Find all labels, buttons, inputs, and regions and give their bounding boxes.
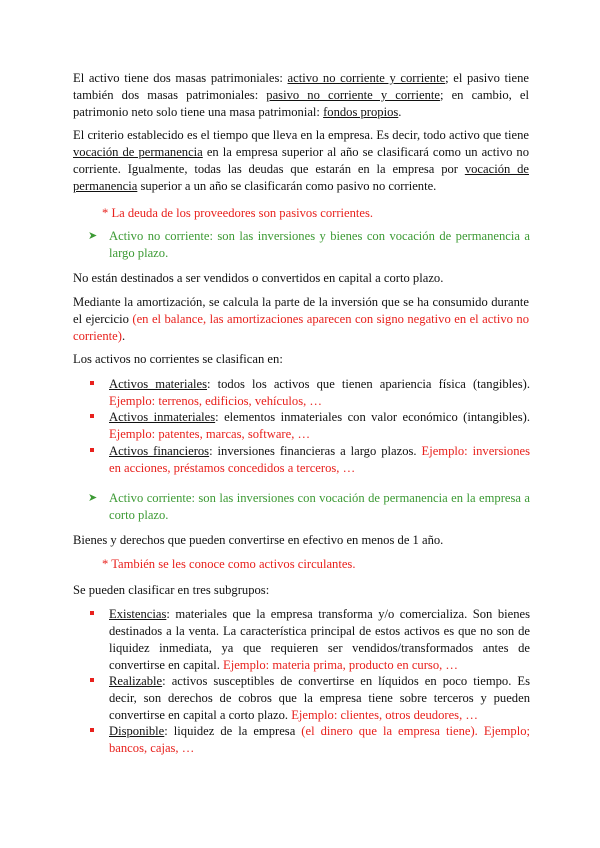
square-bullet-icon — [90, 414, 94, 418]
square-bullet-icon — [90, 381, 94, 385]
underlined-term: vocación de permanencia — [73, 145, 203, 159]
arrow-item-activo-corriente: ➤ Activo corriente: son las inversiones con vocación de permanencia en la empresa a corto plazo. — [88, 491, 530, 522]
red-remark: (en el balance, las amortizaciones aparecen con signo negativo en el activo no corriente) — [73, 312, 529, 343]
underlined-term: activo no corriente y corriente — [287, 71, 446, 85]
underlined-term: vocación de permanencia — [73, 162, 529, 193]
list-item-activos-financieros: Activos financieros: inversiones financieras a largo plazos. Ejemplo: inversiones en acciones, préstamos concedidos a terceros, … — [90, 443, 530, 477]
square-bullet-icon — [90, 448, 94, 452]
list-item-existencias: Existencias: materiales que la empresa transforma y/o comercializa. Son bienes destinados a la venta. La característica principal de estos activos es que no son de liquidez inmediata, ya que requieren ser vendidos/transformados antes de convertirse en capital. Ejemplo: materia prima, producto en curso, … — [90, 606, 530, 674]
paragraph-clasifican: Los activos no corrientes se clasifican en: — [73, 352, 283, 366]
paragraph-amortizacion: Mediante la amortización, se calcula la parte de la inversión que se ha consumido durante el ejercicio (en el balance, las amortizaciones aparecen con signo negativo en el activo no corriente). — [73, 295, 529, 343]
note-circulantes: * También se les conoce como activos circulantes. — [102, 557, 356, 571]
paragraph-no-destinados: No están destinados a ser vendidos o convertidos en capital a corto plazo. — [73, 271, 444, 285]
underlined-term: pasivo no corriente y corriente — [266, 88, 440, 102]
paragraph-criterio: El criterio establecido es el tiempo que lleva en la empresa. Es decir, todo activo que tiene vocación de permanencia en la empresa superior al año se clasificará como un activo no corriente. Igualmente, todas las deudas que estarán en la empresa por vocación de permanencia superior a un año se clasificarán como pasivo no corriente. — [73, 128, 530, 193]
list-item-realizable: Realizable: activos susceptibles de convertirse en líquidos en poco tiempo. Es decir, son derechos de cobros que la empresa tiene sobre terceros y pueden convertirse en capital a corto plazo. Ejemplo: clientes, otros deudores, … — [90, 673, 530, 724]
note-proveedores: * La deuda de los proveedores son pasivos corrientes. — [102, 206, 374, 220]
square-bullet-icon — [90, 728, 94, 732]
list-item-activos-materiales: Activos materiales: todos los activos que tienen apariencia física (tangibles). Ejemplo: terrenos, edificios, vehículos, … — [90, 376, 530, 410]
square-bullet-icon — [90, 611, 94, 615]
list-item-activos-inmateriales: Activos inmateriales: elementos inmateriales con valor económico (intangibles). Ejemplo: patentes, marcas, software, … — [90, 409, 530, 443]
arrow-bullet-icon: ➤ — [88, 492, 98, 504]
paragraph-subgrupos: Se pueden clasificar en tres subgrupos: — [73, 583, 270, 597]
arrow-bullet-icon: ➤ — [88, 230, 98, 242]
paragraph-bienes-derechos: Bienes y derechos que pueden convertirse en efectivo en menos de 1 año. — [73, 533, 444, 547]
underlined-term: fondos propios — [323, 105, 399, 119]
arrow-item-activo-no-corriente: ➤ Activo no corriente: son las inversiones y bienes con vocación de permanencia a largo plazo. — [88, 229, 530, 260]
list-item-disponible: Disponible: liquidez de la empresa (el dinero que la empresa tiene). Ejemplo; bancos, cajas, … — [90, 723, 530, 757]
square-bullet-icon — [90, 678, 94, 682]
paragraph-masas-patrimoniales: El activo tiene dos masas patrimoniales: activo no corriente y corriente; el pasivo tiene también dos masas patrimoniales: pasivo no corriente y corriente; en cambio, el patrimonio neto solo tiene una masa patrimonial: fondos propios. — [73, 71, 529, 119]
